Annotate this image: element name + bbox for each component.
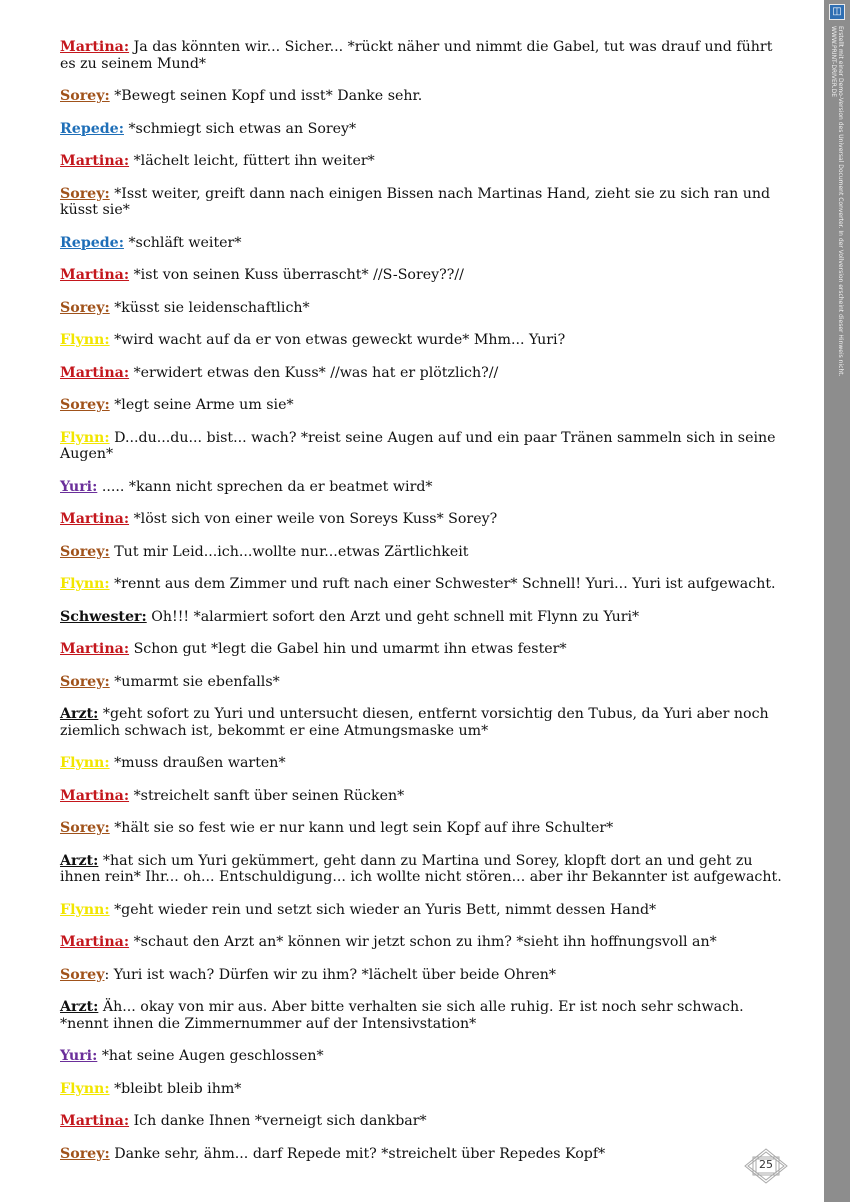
dialogue-line xyxy=(60,332,785,349)
dialogue-text: *bleibt bleib ihm* xyxy=(109,1080,242,1097)
dialogue-text: *umarmt sie ebenfalls* xyxy=(109,673,280,690)
speaker-name: Martina: xyxy=(60,1113,130,1129)
dialogue-text: Schon gut *legt die Gabel hin und umarmt ihn etwas fester* xyxy=(129,641,567,657)
speaker-name: Martina: xyxy=(60,153,130,169)
speaker-name: Flynn: xyxy=(60,1080,110,1097)
dialogue-line xyxy=(60,902,785,919)
dialogue-line xyxy=(60,300,785,317)
dialogue-text: *hat seine Augen geschlossen* xyxy=(97,1048,324,1064)
speaker-name: Sorey: xyxy=(60,185,110,202)
speaker-name: Sorey: xyxy=(60,820,110,836)
dialogue-text: Oh!!! *alarmiert sofort den Arzt und geht schnell mit Flynn zu Yuri* xyxy=(146,608,640,625)
speaker-name: Arzt: xyxy=(60,852,99,869)
dialogue-text: *hat sich um Yuri gekümmert, geht dann zu Martina und Sorey, klopft dort an und geht zu ihnen rein* Ihr... oh... Entschuldigung... ich wollte nicht stören... aber ihr Bekannter ist aufgewacht. xyxy=(60,852,782,885)
dialogue-line xyxy=(60,1146,785,1163)
dialogue-text: *schaut den Arzt an* können wir jetzt schon zu ihm? *sieht ihn hoffnungsvoll an* xyxy=(129,934,717,950)
dialogue-text: *schläft weiter* xyxy=(123,234,242,251)
speaker-name: Arzt: xyxy=(60,999,99,1015)
dialogue-text: Tut mir Leid...ich...wollte nur...etwas Zärtlichkeit xyxy=(109,543,469,560)
dialogue-line xyxy=(60,706,785,739)
dialogue-text: *hält sie so fest wie er nur kann und legt sein Kopf auf ihre Schulter* xyxy=(109,820,614,836)
speaker-name: Martina: xyxy=(60,267,130,283)
dialogue-line xyxy=(60,121,785,138)
dialogue-line xyxy=(60,511,785,528)
dialogue-text: *ist von seinen Kuss überrascht* //S-Sorey??// xyxy=(129,267,464,283)
dialogue-text: *muss draußen warten* xyxy=(109,755,286,771)
dialogue-line xyxy=(60,820,785,837)
dialogue-line xyxy=(60,788,785,805)
dialogue-text: Äh... okay von mir aus. Aber bitte verhalten sie sich alle ruhig. Er ist noch sehr schwach. *nennt ihnen die Zimmernummer auf der Intensivstation* xyxy=(60,999,744,1032)
dialogue-text: Danke sehr, ähm... darf Repede mit? *streichelt über Repedes Kopf* xyxy=(109,1145,606,1162)
speaker-name: Sorey xyxy=(60,966,105,983)
dialogue-text: *wird wacht auf da er von etwas geweckt wurde* Mhm... Yuri? xyxy=(109,332,566,348)
dialogue-line xyxy=(60,1081,785,1098)
dialogue-text: *schmiegt sich etwas an Sorey* xyxy=(123,120,357,137)
speaker-name: Flynn: xyxy=(60,429,110,446)
dialogue-text: : Yuri ist wach? Dürfen wir zu ihm? *lächelt über beide Ohren* xyxy=(104,966,557,983)
dialogue-text: *rennt aus dem Zimmer und ruft nach einer Schwester* Schnell! Yuri... Yuri ist aufgewacht. xyxy=(109,576,776,592)
dialogue-text: *erwidert etwas den Kuss* //was hat er plötzlich?// xyxy=(129,364,499,381)
dialogue-line xyxy=(60,853,785,886)
speaker-name: Sorey: xyxy=(60,397,110,413)
demo-watermark-sidebar xyxy=(824,0,850,1202)
speaker-name: Yuri: xyxy=(60,478,98,495)
speaker-name: Flynn: xyxy=(60,901,110,918)
speaker-name: Flynn: xyxy=(60,332,110,348)
speaker-name: Martina: xyxy=(60,364,130,381)
speaker-name: Schwester: xyxy=(60,608,147,625)
dialogue-text: *geht wieder rein und setzt sich wieder an Yuris Bett, nimmt dessen Hand* xyxy=(109,901,657,918)
dialogue-line xyxy=(60,576,785,593)
dialogue-line xyxy=(60,544,785,561)
dialogue-text: *geht sofort zu Yuri und untersucht diesen, entfernt vorsichtig den Tubus, da Yuri aber noch ziemlich schwach ist, bekommt er eine Atmungsmaske um* xyxy=(60,706,769,739)
dialogue-line xyxy=(60,1048,785,1065)
speaker-name: Martina: xyxy=(60,934,130,950)
dialogue-text: Ich danke Ihnen *verneigt sich dankbar* xyxy=(129,1113,427,1129)
page-number: 25 xyxy=(759,1158,773,1171)
speaker-name: Martina: xyxy=(60,787,130,804)
speaker-name: Sorey: xyxy=(60,543,110,560)
dialogue-line xyxy=(60,1113,785,1130)
dialogue-line xyxy=(60,267,785,284)
dialogue-line xyxy=(60,967,785,984)
speaker-name: Sorey: xyxy=(60,673,110,690)
demo-notice-url: WWW.PRINT-DRIVER.DE xyxy=(830,26,837,98)
dialogue-line xyxy=(60,934,785,951)
dialogue-line xyxy=(60,365,785,382)
speaker-name: Arzt: xyxy=(60,706,99,722)
dialogue-line xyxy=(60,609,785,626)
dialogue-line xyxy=(60,479,785,496)
converter-logo-icon: ◫ xyxy=(829,4,845,20)
dialogue-text: D...du...du... bist... wach? *reist seine Augen auf und ein paar Tränen sammeln sich in seine Augen* xyxy=(60,429,776,462)
dialogue-text: Ja das könnten wir... Sicher... *rückt näher und nimmt die Gabel, tut was drauf und führt es zu seinem Mund* xyxy=(60,39,773,72)
dialogue-line xyxy=(60,755,785,772)
dialogue-text: *legt seine Arme um sie* xyxy=(109,397,294,413)
dialogue-line xyxy=(60,186,785,219)
dialogue-line xyxy=(60,641,785,658)
speaker-name: Repede: xyxy=(60,120,124,137)
speaker-name: Martina: xyxy=(60,641,130,657)
dialogue-text: *Bewegt seinen Kopf und isst* Danke sehr. xyxy=(109,88,423,104)
dialogue-text: *löst sich von einer weile von Soreys Kuss* Sorey? xyxy=(129,511,498,527)
demo-notice xyxy=(830,26,844,377)
dialogue-line xyxy=(60,88,785,105)
speaker-name: Sorey: xyxy=(60,88,110,104)
dialogue-text: *streichelt sanft über seinen Rücken* xyxy=(129,787,405,804)
dialogue-text: *Isst weiter, greift dann nach einigen Bissen nach Martinas Hand, zieht sie zu sich ran und küsst sie* xyxy=(60,185,771,218)
dialogue-text: *lächelt leicht, füttert ihn weiter* xyxy=(129,153,375,169)
speaker-name: Repede: xyxy=(60,234,124,251)
speaker-name: Martina: xyxy=(60,39,130,55)
dialogue-line xyxy=(60,397,785,414)
speaker-name: Sorey: xyxy=(60,1145,110,1162)
speaker-name: Flynn: xyxy=(60,576,110,592)
speaker-name: Martina: xyxy=(60,511,130,527)
dialogue-text: *küsst sie leidenschaftlich* xyxy=(109,299,310,316)
dialogue-line xyxy=(60,999,785,1032)
dialogue-line xyxy=(60,430,785,463)
dialogue-line xyxy=(60,153,785,170)
speaker-name: Sorey: xyxy=(60,299,110,316)
dialogue-body xyxy=(60,39,785,1178)
page-number-badge xyxy=(744,1148,788,1184)
dialogue-line xyxy=(60,235,785,252)
speaker-name: Flynn: xyxy=(60,755,110,771)
speaker-name: Yuri: xyxy=(60,1048,98,1064)
dialogue-line xyxy=(60,674,785,691)
demo-notice-text: Erstellt mit einer Demo-Version des Universal Document Converter. In der Vollversion erscheint dieser Hinweis nicht. xyxy=(837,26,844,377)
dialogue-line xyxy=(60,39,785,72)
dialogue-text: ..... *kann nicht sprechen da er beatmet wird* xyxy=(97,478,433,495)
